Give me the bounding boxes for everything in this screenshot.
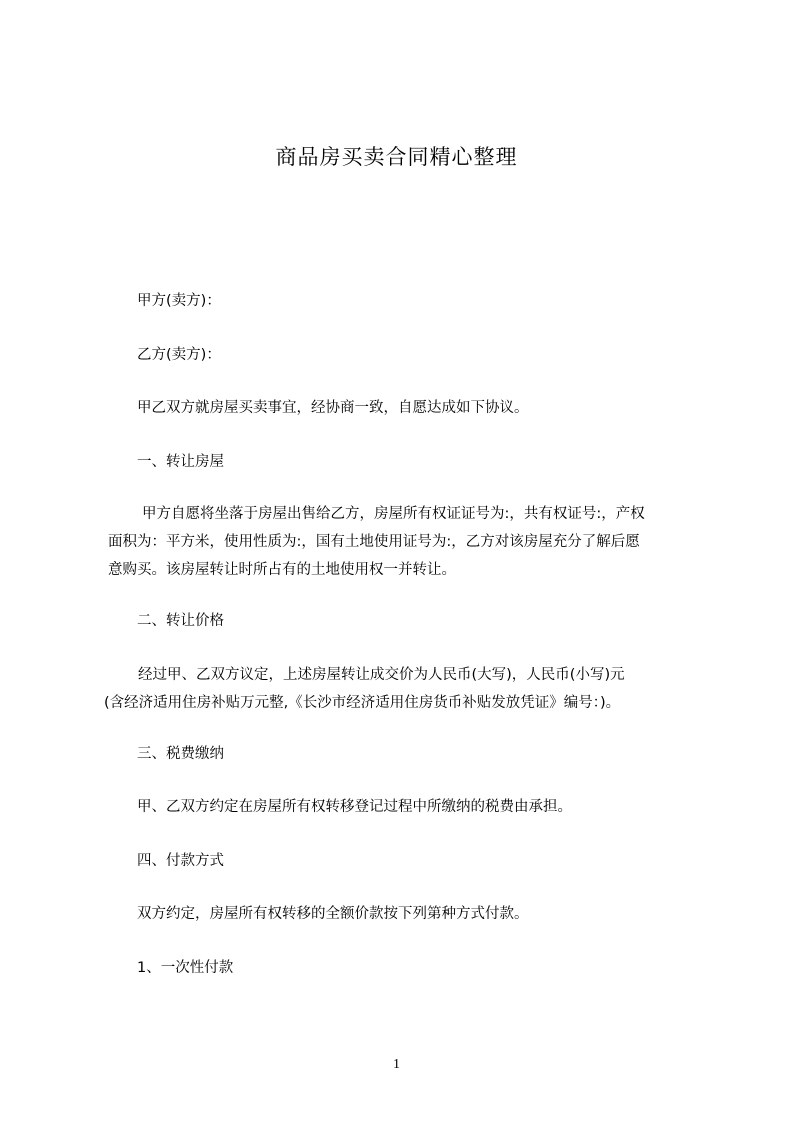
- intro-paragraph: 甲乙双方就房屋买卖事宜，经协商一致，自愿达成如下协议。: [137, 400, 529, 416]
- section-2-paragraph: [104, 661, 625, 717]
- document-title: 商品房买卖合同精心整理: [275, 145, 518, 169]
- section-2-line-2: (含经济适用住房补贴万元整,《长沙市经济适用住房货币补贴发放凭证》编号：)。: [104, 695, 621, 711]
- section-2-heading: 二、转让价格: [137, 613, 224, 629]
- section-1-line-1: 甲方自愿将坐落于房屋出售给乙方，房屋所有权证证号为:，共有权证号:，产权: [142, 506, 645, 522]
- section-4-item-1: 1、一次性付款: [137, 960, 234, 976]
- section-1-line-3: 意购买。该房屋转让时所占有的土地使用权一并转让。: [108, 562, 456, 578]
- section-1-line-2: 面积为：平方米，使用性质为:，国有土地使用证号为:，乙方对该房屋充分了解后愿: [108, 534, 640, 550]
- party-b-line: 乙方(卖方)：: [137, 347, 221, 363]
- section-3-heading: 三、税费缴纳: [137, 746, 224, 762]
- section-4-paragraph: 双方约定，房屋所有权转移的全额价款按下列第种方式付款。: [137, 906, 529, 922]
- section-1-heading: 一、转让房屋: [137, 454, 224, 470]
- section-1-paragraph: [108, 500, 645, 584]
- party-a-line: 甲方(卖方)：: [137, 293, 221, 309]
- section-2-line-1: 经过甲、乙双方议定，上述房屋转让成交价为人民币(大写)，人民币(小写)元: [138, 667, 625, 683]
- section-3-paragraph: 甲、乙双方约定在房屋所有权转移登记过程中所缴纳的税费由承担。: [137, 799, 572, 815]
- section-4-heading: 四、付款方式: [137, 853, 224, 869]
- page-number: 1: [393, 1057, 400, 1072]
